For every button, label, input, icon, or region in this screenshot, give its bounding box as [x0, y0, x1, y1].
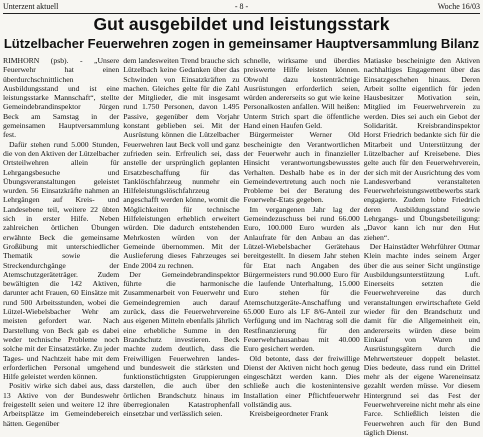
- text-column-1: [3, 56, 120, 428]
- paragraph: Positiv wirke sich dabei aus, dass 13 Aktive von der Bundeswehr freigestellt seien und weitere 12 ihre Arbeitsplätze im Gemeindebereich hätten. Gegenüber: [3, 381, 120, 428]
- text-column-2: [123, 56, 240, 419]
- paragraph: Old betonte, dass der freiwillige Dienst der Aktiven nicht hoch genug eingeschätzt werden kann. Dies schließe auch die kostenintensive Installation einer Pflichtfeuerwehr vollständig aus.: [243, 353, 360, 409]
- article-headline: Gut ausgebildet und leistungsstark: [93, 14, 390, 34]
- paragraph: Der Gemeindebrandinspektor führte die harmonische Zusammenarbeit von Feuerwehr und Gemeindegremien auch darauf zurück, dass die Feuerwehrvereine aus eigenen Mitteln ebenfalls jährlich eine erhebliche Summe in den Brandschutz investieren. Beck machte zudem deutlich, dass die Freiwilligen Feuerwehren landes- und bundesweit die stärksten und funktionstüchtigsten Gruppierungen darstellen, die auch über den örtlichen Brandschutz hinaus im überregionalen Katastrophenfall einsetzbar und verlässlich seien.: [123, 269, 240, 419]
- paragraph: Der Hainstädter Wehrführer Ottmar Klein machte indes seinem Ärger über die aus seiner Sicht ungünstige Ausbildungsunterstützung Luft. Einerseits setzten die Feuerwehrvereine das durch veranstaltungen erwirtschaftete Geld wieder für den Brandschutz und damit für die Allgemeinheit ein, andererseits würden diese beim Einkauf von Waren und Ausrüstungsgütern durch die Mehrwertsteuer doppelt belastet. Dies bedeute, dass rund ein Drittel mehr als der eigene Wareneinsatz gezahlt werden müsse. Vor diesem Hintergrund sei das Fest der Feuerwehrvereine nicht mehr als eine Farce. Schließlich leisten die Feuerwehren auch für den Bund täglich Dienst.: [363, 241, 480, 437]
- section-name: Unterzent aktuell: [3, 2, 59, 11]
- paragraph: Bürgermeister Werner Old bescheinigte den Verantwortlichen der Feuerwehr auch in finanzieller Hinsicht verantwortungsbewusstes Verhalten. Deshalb habe es in der Gemeindevertretung auch noch nie Probleme bei der Beratung des Feuerwehr-Etats gegeben.: [243, 130, 360, 205]
- article-subheadline: Lützelbacher Feuerwehren zogen in gemeinsamer Hauptversammlung Bilanz: [3, 36, 480, 51]
- page-header: [3, 1, 480, 14]
- text-column-4: [363, 56, 480, 437]
- text-column-3: [243, 56, 360, 419]
- paragraph: Matiaske bescheinigte den Aktiven nachhaltiges Engagement über das Einsatzgeschehen hinaus. Deren Arbeit sollte eigentlich für jeden Hausbesitzer Motivation sein, Mitglied im Feuerwehrverein zu werden. Dies sei auch ein Gebot der Solidarität. Kreisbrandinspektor Horst Friedrich bedankte sich für die Mitarbeit und Unterstützung der Lützelbacher auf Kreisebene. Dies gelte auch für den Feuerwehrverein, der sich mit der Ausrichtung des vom Landesverband veranstalteten Feuerwehrleistungswettbewerbs stark engagierte. Zudem lobte Friedrich deren Ausbildungsstand sowie Lehrgangs- und Übungsbeteiligung: „Davor kann ich nur den Hut ziehen“.: [363, 56, 480, 242]
- article-body: [3, 56, 480, 437]
- paragraph: Kreisbeigeordneter Frank: [249, 409, 329, 419]
- paragraph: dem landesweiten Trend brauche sich Lützelbach keine Gedanken über das Schwinden von Einsatzkräften zu machen. Gleiches gelte für die Zahl der Mitglieder, die mit insgesamt rund 1.750 Personen, davon 1.495 Passive, gegenüber dem Vorjahr konstant geblieben sei. Mit der Ausrüstung können die Lützelbacher Feuerwehren laut Beck voll und ganz zufrieden sein. Erfreulich sei, dass anstelle der ursprünglich geplanten Ersatzbeschaffung für das Tanklöschfahrzeug nunmehr ein Hilfeleistungslöschfahrzeug angeschafft werden könne, womit die Möglichkeiten für technische Hilfeleistungen erheblich erweitert würden. Die dadurch entstehenden Mehrkosten würden von der Gemeinde übernommen. Mit der Auslieferung dieses Fahrzeuges sei Ende 2004 zu rechnen.: [123, 56, 240, 270]
- paragraph: schnelle, wirksame und überdies preiswerte Hilfe leisten können. Obwohl dazu kostenträchtige Ausrüstungen erforderlich seien, würden andererseits so gut wie keine Personalkosten anfallen. Will heißen: Unterm Strich spart die öffentliche Hand einen Haufen Geld.: [243, 56, 360, 131]
- page-number: - 8 -: [234, 2, 249, 11]
- paragraph: Im vergangenen Jahr lag der Gemeindezuschuss bei rund 66.000 Euro, 100.000 Euro wurden als Anlaufrate für den Anbau an das Lützel-Wiebelsbacher Gerätehaus bereitgestellt. In diesem Jahr stehen für Etat nach Angaben des Bürgermeisters rund 90.000 Euro für die laufende Unterhaltung, 15.000 Euro stehen für die Atemschutzgeräte-Anschaffung und 65.000 Euro als LF 8/6-Anteil zur Verfügung und im Nachtrag soll die Restfinanzierung für den Feuerwehrhausanbau mit 40.000 Euro gesichert werden.: [243, 204, 360, 354]
- paragraph: RIMHORN (psb). - „Unsere Feuerwehr hat einen überdurchschnittlichen Ausbildungsstand und ist eine leistungsstarke Mannschaft“, stellte Gemeindebrandinspektor Jürgen Beck am Samstag in der gemeinsamen Hauptversammlung fest.: [3, 56, 120, 140]
- issue-label: Woche 16/03: [437, 2, 480, 11]
- paragraph: Dafür stehen rund 5.000 Stunden, die von den Aktiven der Lützelbacher Ortsteilwehren allein für Lehrgangsbesuche und Übungsveranstaltungen geleistet wurden. 56 Einsatzkräfte nahmen an Lehrgängen auf Kreis- und Landesebene teil, weitere 22 übten sich in erster Hilfe. Neben zahlreichen örtlichen Übungen erwähnte Beck die gemeinsame Großübung mit unterschiedlicher Thematik sowie die Streckendurchgänge der Atemschutzgeräteträger. Zudem bewältigten die 142 Aktiven, darunter acht Frauen, 60 Einsätze mit rund 500 Arbeitsstunden, wobei die Lützel-Wiebelsbacher Wehr am meisten gefordert war. Nach Darstellung von Beck gab es dabei weder technische Probleme noch solche mit der Einsatzstärke. Zu jeder Tages- und Nachtzeit habe mit dem erforderlichen Personal umgehend Hilfe geleistet werden können.: [3, 139, 120, 382]
